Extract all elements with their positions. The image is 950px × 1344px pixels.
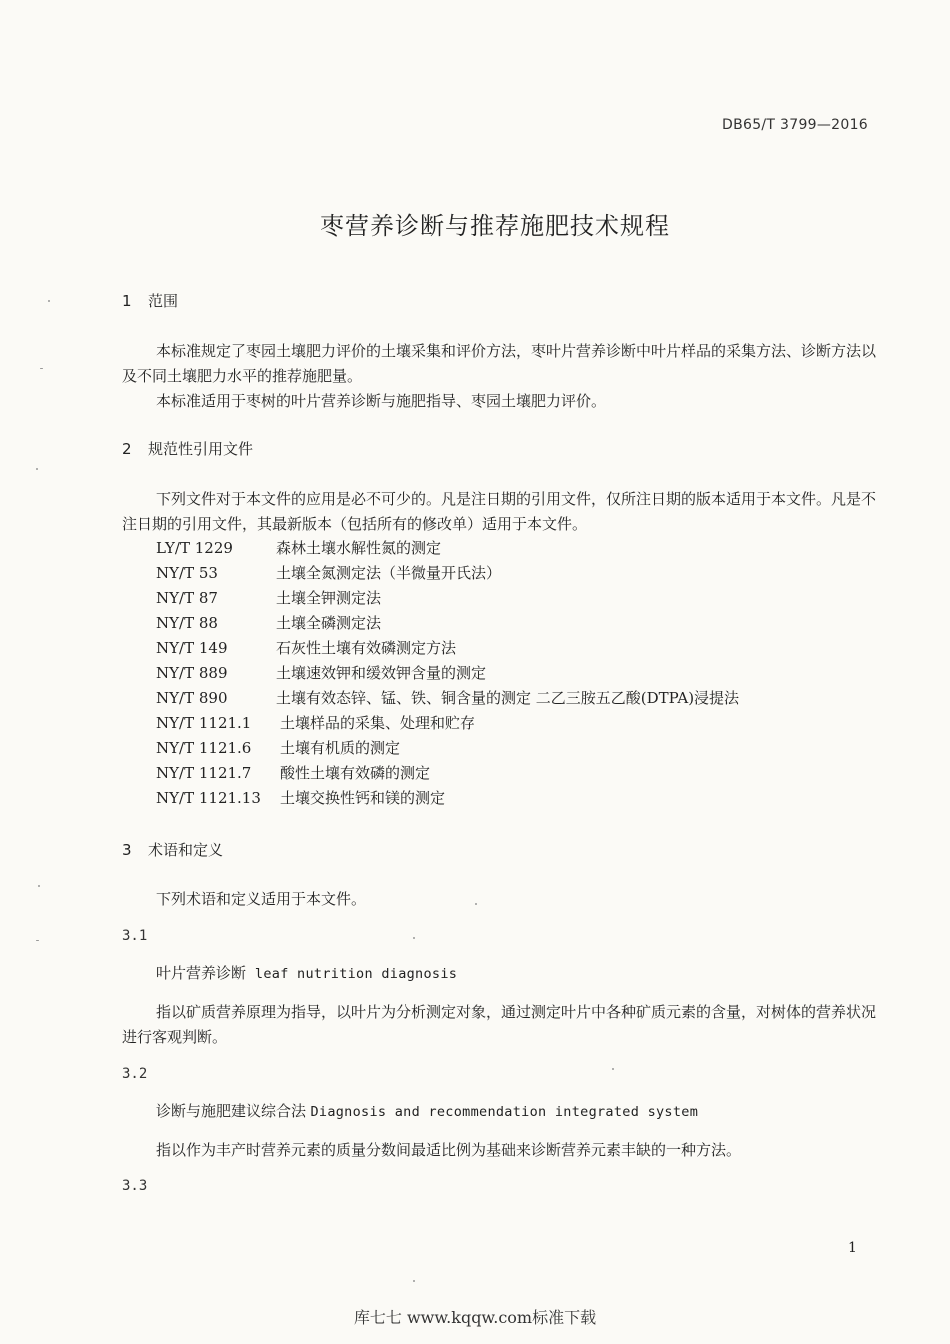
section-2-paragraph-1: 下列文件对于本文件的应用是必不可少的。凡是注日期的引用文件，仅所注日期的版本适用于本文件。凡是不注日期的引用文件，其最新版本（包括所有的修改单）适用于本文件。	[122, 490, 877, 533]
clause-3-3-number: 3.3	[122, 1178, 148, 1194]
reference-item	[156, 636, 739, 661]
scan-speck	[40, 368, 43, 369]
section-2-heading	[122, 438, 253, 459]
reference-code: NY/T 1121.1	[156, 714, 252, 732]
reference-code: NY/T 1121.6	[156, 739, 252, 757]
reference-code: NY/T 53	[156, 564, 218, 582]
reference-title: 土壤样品的采集、处理和贮存	[280, 714, 476, 732]
section-1-heading	[122, 290, 178, 311]
reference-code: NY/T 889	[156, 664, 228, 682]
reference-title: 土壤全氮测定法（半微量开氏法）	[276, 564, 502, 582]
clause-3-1-number: 3.1	[122, 928, 148, 944]
reference-item	[156, 711, 739, 736]
reference-item	[156, 561, 739, 586]
scan-speck	[612, 1068, 614, 1070]
footer-watermark: 库七七 www.kqqw.com标准下载	[353, 1308, 597, 1327]
scan-speck	[38, 885, 40, 887]
reference-title: 土壤速效钾和缓效钾含量的测定	[276, 664, 487, 682]
reference-item	[156, 536, 739, 561]
reference-title: 土壤全钾测定法	[276, 589, 382, 607]
term-chinese: 诊断与施肥建议综合法	[156, 1102, 307, 1120]
reference-item	[156, 661, 739, 686]
reference-code: NY/T 1121.7	[156, 764, 252, 782]
reference-item	[156, 786, 739, 811]
term-3-1-definition: 指以矿质营养原理为指导，以叶片为分析测定对象，通过测定叶片中各种矿质元素的含量，对树体的营养状况进行客观判断。	[122, 1003, 877, 1046]
reference-code: NY/T 87	[156, 589, 218, 607]
scan-speck	[413, 1280, 415, 1282]
clause-3-2-number: 3.2	[122, 1066, 148, 1082]
reference-item	[156, 686, 739, 711]
term-english: Diagnosis and recommendation integrated system	[310, 1104, 699, 1120]
scan-speck	[36, 940, 39, 941]
page-title: 枣营养诊断与推荐施肥技术规程	[320, 212, 670, 240]
reference-title: 森林土壤水解性氮的测定	[276, 539, 442, 557]
reference-item	[156, 736, 739, 761]
section-1-paragraph-1: 本标准规定了枣园土壤肥力评价的土壤采集和评价方法，枣叶片营养诊断中叶片样品的采集方法、诊断方法以及不同土壤肥力水平的推荐施肥量。	[122, 342, 877, 385]
reference-title: 土壤全磷测定法	[276, 614, 382, 632]
reference-title: 土壤有效态锌、锰、铁、铜含量的测定 二乙三胺五乙酸(DTPA)浸提法	[276, 689, 740, 707]
section-title: 规范性引用文件	[148, 440, 254, 458]
reference-item	[156, 586, 739, 611]
reference-title: 土壤有机质的测定	[280, 739, 401, 757]
section-3-heading	[122, 839, 223, 860]
section-number: 3	[122, 841, 132, 859]
term-english: leaf nutrition diagnosis	[254, 966, 458, 982]
reference-title: 土壤交换性钙和镁的测定	[280, 789, 446, 807]
reference-code: NY/T 890	[156, 689, 228, 707]
reference-title: 石灰性土壤有效磷测定方法	[276, 639, 457, 657]
reference-list	[156, 536, 739, 811]
term-chinese: 叶片营养诊断	[156, 964, 247, 982]
section-number: 1	[122, 292, 132, 310]
section-number: 2	[122, 440, 132, 458]
section-3-paragraph-1: 下列术语和定义适用于本文件。	[156, 890, 367, 908]
reference-item	[156, 611, 739, 636]
page-number: 1	[848, 1240, 857, 1256]
term-3-1	[156, 962, 457, 983]
section-1-paragraph-2: 本标准适用于枣树的叶片营养诊断与施肥指导、枣园土壤肥力评价。	[156, 392, 607, 410]
term-3-2	[156, 1100, 698, 1121]
scan-speck	[36, 468, 38, 470]
scan-speck	[413, 937, 415, 939]
reference-title: 酸性土壤有效磷的测定	[280, 764, 431, 782]
section-title: 范围	[148, 292, 179, 310]
reference-item	[156, 761, 739, 786]
document-id: DB65/T 3799—2016	[722, 117, 868, 133]
term-3-2-definition: 指以作为丰产时营养元素的质量分数间最适比例为基础来诊断营养元素丰缺的一种方法。	[156, 1141, 742, 1159]
reference-code: NY/T 88	[156, 614, 218, 632]
reference-code: NY/T 1121.13	[156, 789, 261, 807]
scan-speck	[48, 300, 50, 302]
reference-code: LY/T 1229	[156, 539, 233, 557]
scan-speck	[475, 903, 477, 905]
section-title: 术语和定义	[148, 841, 224, 859]
reference-code: NY/T 149	[156, 639, 228, 657]
